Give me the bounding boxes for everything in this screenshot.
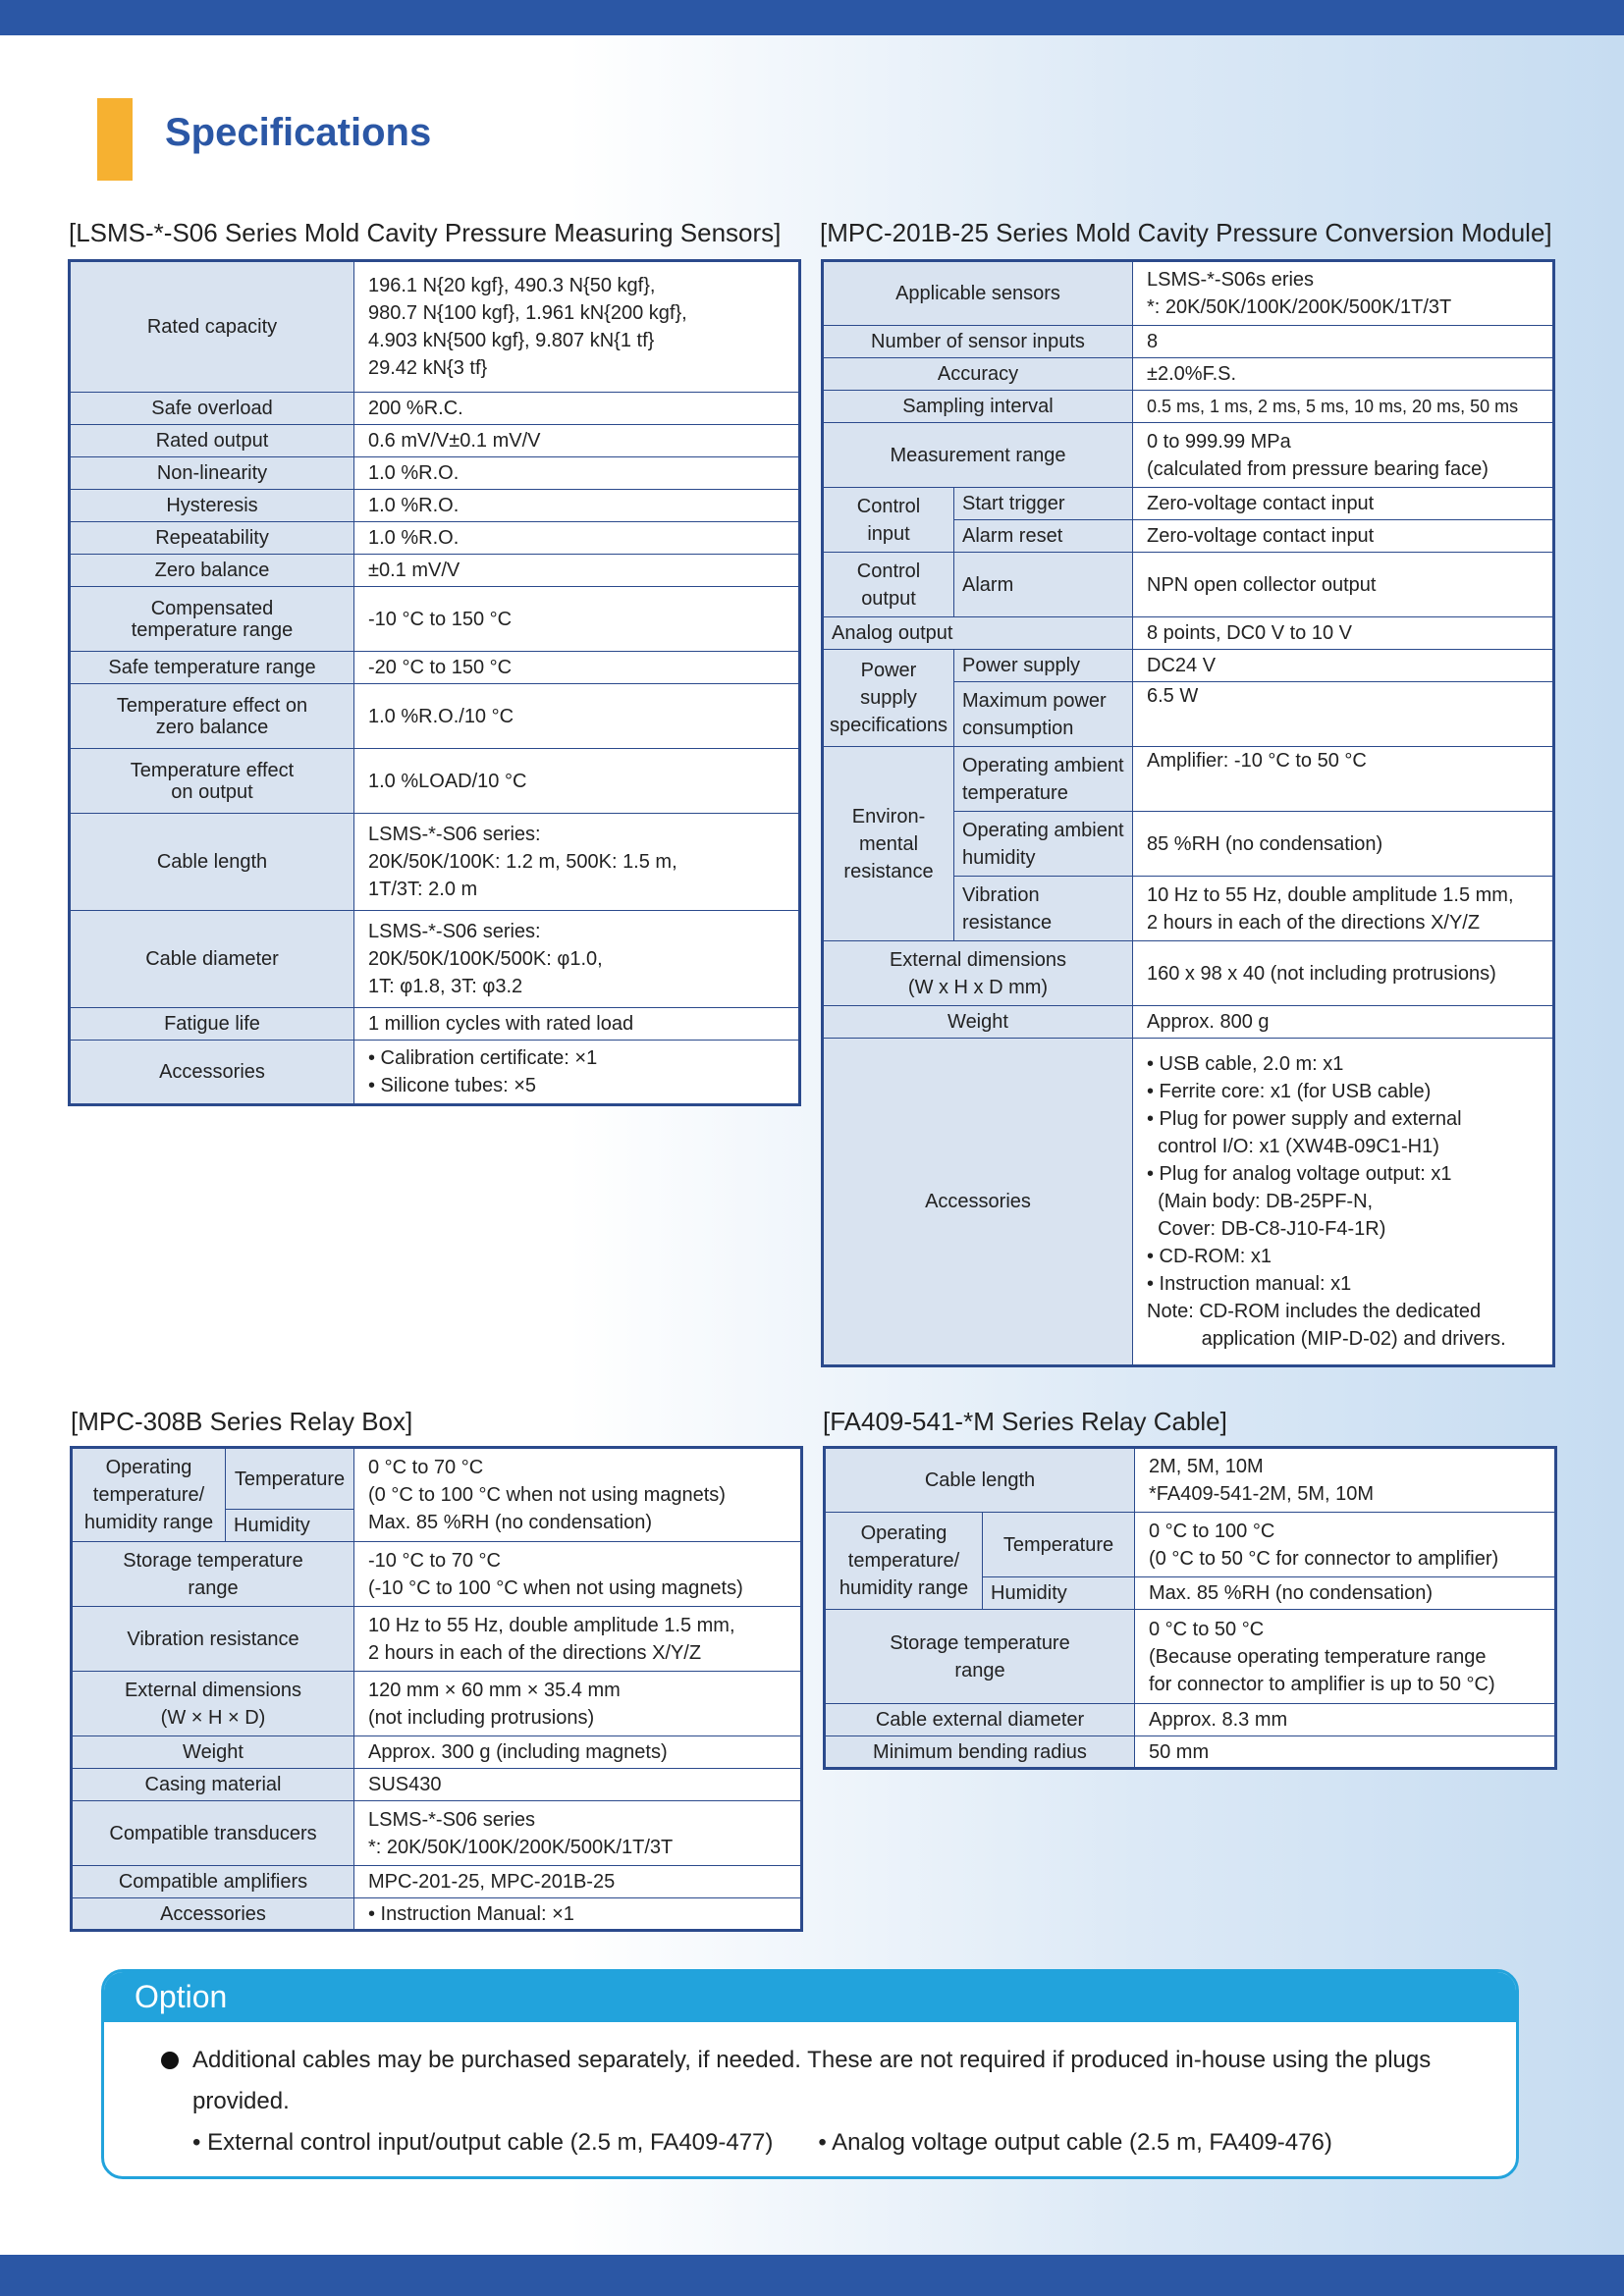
spec-value: • USB cable, 2.0 m: x1 • Ferrite core: x1 (for USB cable) • Plug for power supply and external control I/O: x1 (XW4B-09C1-H1) • Plug for analog voltage output: x1 (Main body: DB-25PF-N, Cover: DB-C8-J10-F4-1R) • CD-ROM: x1 • Instruction manual: x1 Note: CD-ROM includes the dedicated application (MIP-D-02) and drivers. <box>1133 1039 1554 1366</box>
spec-value: 1.0 %R.O. <box>354 522 800 555</box>
spec-value: 1.0 %R.O./10 °C <box>354 684 800 749</box>
table-row <box>823 617 1554 650</box>
spec-label: Sampling interval <box>823 391 1133 423</box>
spec-group-label: Operating temperature/ humidity range <box>825 1513 983 1610</box>
spec-group-label: Control output <box>823 553 954 617</box>
spec-label: Weight <box>72 1736 354 1769</box>
spec-value: LSMS-*-S06 series: 20K/50K/100K: 1.2 m, 500K: 1.5 m, 1T/3T: 2.0 m <box>354 814 800 911</box>
spec-value: Zero-voltage contact input <box>1133 488 1554 520</box>
spec-value: -10 °C to 150 °C <box>354 587 800 652</box>
table-row <box>70 684 800 749</box>
table-row <box>70 457 800 490</box>
table-row <box>72 1542 802 1607</box>
option-text: Additional cables may be purchased separately, if needed. These are not required if produced in-house using the plugs provided. <box>192 2047 1432 2114</box>
spec-label: Weight <box>823 1006 1133 1039</box>
spec-label: Temperature <box>226 1448 354 1510</box>
spec-value: Approx. 300 g (including magnets) <box>354 1736 802 1769</box>
spec-label: Alarm reset <box>954 520 1133 553</box>
spec-value: 196.1 N{20 kgf}, 490.3 N{50 kgf}, 980.7 N{100 kgf}, 1.961 kN{200 kgf}, 4.903 kN{500 kgf}, 9.807 kN{1 tf} 29.42 kN{3 tf} <box>354 261 800 393</box>
table-row <box>823 747 1554 812</box>
lsms-spec-table <box>68 259 801 1106</box>
table-row <box>72 1801 802 1866</box>
spec-value: Amplifier: -10 °C to 50 °C <box>1133 747 1554 812</box>
spec-value: Max. 85 %RH (no condensation) <box>1135 1577 1556 1610</box>
mpc201-spec-table <box>821 259 1555 1367</box>
spec-value: LSMS-*-S06 series *: 20K/50K/100K/200K/500K/1T/3T <box>354 1801 802 1866</box>
spec-label: Cable length <box>70 814 354 911</box>
table-row <box>70 587 800 652</box>
table-row <box>823 553 1554 617</box>
spec-label: Safe temperature range <box>70 652 354 684</box>
table-row <box>72 1898 802 1931</box>
table-row <box>823 326 1554 358</box>
table-row <box>823 391 1554 423</box>
spec-label: Compensated temperature range <box>70 587 354 652</box>
spec-value: -20 °C to 150 °C <box>354 652 800 684</box>
spec-label: Repeatability <box>70 522 354 555</box>
spec-value: MPC-201-25, MPC-201B-25 <box>354 1866 802 1898</box>
spec-value: 8 <box>1133 326 1554 358</box>
spec-label: Vibration resistance <box>72 1607 354 1672</box>
spec-value: 2M, 5M, 10M *FA409-541-2M, 5M, 10M <box>1135 1448 1556 1513</box>
table-row <box>70 814 800 911</box>
spec-value: DC24 V <box>1133 650 1554 682</box>
spec-group-label: Control input <box>823 488 954 553</box>
fa409-spec-table <box>823 1446 1557 1770</box>
spec-label: Alarm <box>954 553 1133 617</box>
spec-label: Temperature <box>983 1513 1135 1577</box>
option-item: • Analog voltage output cable (2.5 m, FA409-476) <box>818 2129 1332 2156</box>
spec-group-label: Power supply specifications <box>823 650 954 747</box>
spec-value: 10 Hz to 55 Hz, double amplitude 1.5 mm, 2 hours in each of the directions X/Y/Z <box>1133 877 1554 941</box>
table-row <box>72 1448 802 1510</box>
spec-value: -10 °C to 70 °C (-10 °C to 100 °C when not using magnets) <box>354 1542 802 1607</box>
spec-label: Temperature effect on output <box>70 749 354 814</box>
spec-label: Accessories <box>70 1041 354 1105</box>
spec-value: 10 Hz to 55 Hz, double amplitude 1.5 mm, 2 hours in each of the directions X/Y/Z <box>354 1607 802 1672</box>
top-bar <box>0 0 1624 35</box>
table-row <box>70 1008 800 1041</box>
spec-label: Humidity <box>983 1577 1135 1610</box>
spec-label: Accessories <box>72 1898 354 1931</box>
spec-value: 6.5 W <box>1133 682 1554 747</box>
spec-group-label: Environ- mental resistance <box>823 747 954 941</box>
spec-value: LSMS-*-S06 series: 20K/50K/100K/500K: φ1.0, 1T: φ1.8, 3T: φ3.2 <box>354 911 800 1008</box>
spec-label: Zero balance <box>70 555 354 587</box>
table-row <box>823 1039 1554 1366</box>
table-row <box>825 1448 1556 1513</box>
spec-value: 0 °C to 50 °C (Because operating temperature range for connector to amplifier is up to 50 °C) <box>1135 1610 1556 1704</box>
spec-label: Number of sensor inputs <box>823 326 1133 358</box>
table-row <box>825 1736 1556 1769</box>
spec-label: Fatigue life <box>70 1008 354 1041</box>
spec-label: Measurement range <box>823 423 1133 488</box>
spec-label: Accuracy <box>823 358 1133 391</box>
table-row <box>823 941 1554 1006</box>
mpc201-section-title: [MPC-201B-25 Series Mold Cavity Pressure Conversion Module] <box>820 218 1552 247</box>
spec-label: Minimum bending radius <box>825 1736 1135 1769</box>
spec-value: • Calibration certificate: ×1 • Silicone tubes: ×5 <box>354 1041 800 1105</box>
table-row <box>823 650 1554 682</box>
spec-label: Maximum power consumption <box>954 682 1133 747</box>
spec-value: NPN open collector output <box>1133 553 1554 617</box>
table-row <box>825 1513 1556 1577</box>
spec-label: Compatible amplifiers <box>72 1866 354 1898</box>
table-row <box>70 652 800 684</box>
spec-label: Compatible transducers <box>72 1801 354 1866</box>
table-row <box>70 522 800 555</box>
spec-value: 0.6 mV/V±0.1 mV/V <box>354 425 800 457</box>
spec-label: Applicable sensors <box>823 261 1133 326</box>
spec-value: SUS430 <box>354 1769 802 1801</box>
spec-value: 85 %RH (no condensation) <box>1133 812 1554 877</box>
spec-label: Cable diameter <box>70 911 354 1008</box>
spec-value: 0 to 999.99 MPa (calculated from pressure bearing face) <box>1133 423 1554 488</box>
mpc308-section-title: [MPC-308B Series Relay Box] <box>71 1407 413 1436</box>
table-row <box>70 261 800 393</box>
spec-value: 0.5 ms, 1 ms, 2 ms, 5 ms, 10 ms, 20 ms, 50 ms <box>1133 391 1554 423</box>
spec-value: • Instruction Manual: ×1 <box>354 1898 802 1931</box>
spec-value: 1.0 %R.O. <box>354 457 800 490</box>
spec-label: Operating ambient humidity <box>954 812 1133 877</box>
spec-label: Rated output <box>70 425 354 457</box>
spec-label: Temperature effect on zero balance <box>70 684 354 749</box>
table-row <box>825 1610 1556 1704</box>
table-row <box>70 1041 800 1105</box>
spec-label: Vibration resistance <box>954 877 1133 941</box>
lsms-section-title: [LSMS-*-S06 Series Mold Cavity Pressure Measuring Sensors] <box>69 218 782 247</box>
spec-label: Accessories <box>823 1039 1133 1366</box>
table-row <box>70 393 800 425</box>
table-row <box>823 1006 1554 1039</box>
table-row <box>70 490 800 522</box>
table-row <box>70 555 800 587</box>
spec-label: External dimensions (W x H x D mm) <box>823 941 1133 1006</box>
spec-value: Approx. 8.3 mm <box>1135 1704 1556 1736</box>
option-box <box>101 1969 1519 2179</box>
table-row <box>72 1736 802 1769</box>
spec-value: 50 mm <box>1135 1736 1556 1769</box>
spec-label: Power supply <box>954 650 1133 682</box>
table-row <box>823 488 1554 520</box>
option-items <box>192 2122 1332 2163</box>
table-row <box>70 749 800 814</box>
option-title: Option <box>104 1972 1516 2022</box>
spec-value: LSMS-*-S06s eries *: 20K/50K/100K/200K/500K/1T/3T <box>1133 261 1554 326</box>
spec-value: Zero-voltage contact input <box>1133 520 1554 553</box>
spec-label: Safe overload <box>70 393 354 425</box>
table-row <box>823 261 1554 326</box>
spec-value: 160 x 98 x 40 (not including protrusions) <box>1133 941 1554 1006</box>
spec-value: 0 °C to 70 °C (0 °C to 100 °C when not using magnets) Max. 85 %RH (no condensation) <box>354 1448 802 1542</box>
spec-label: Storage temperature range <box>825 1610 1135 1704</box>
table-row <box>70 911 800 1008</box>
spec-label: Operating ambient temperature <box>954 747 1133 812</box>
spec-label: Non-linearity <box>70 457 354 490</box>
mpc308-spec-table <box>70 1446 803 1932</box>
table-row <box>72 1607 802 1672</box>
table-row <box>823 358 1554 391</box>
bottom-bar <box>0 2255 1624 2296</box>
spec-value: 0 °C to 100 °C (0 °C to 50 °C for connector to amplifier) <box>1135 1513 1556 1577</box>
spec-label: Hysteresis <box>70 490 354 522</box>
table-row <box>72 1769 802 1801</box>
title-accent-bar <box>97 98 133 181</box>
spec-label: Analog output <box>823 617 1133 650</box>
table-row <box>70 425 800 457</box>
fa409-section-title: [FA409-541-*M Series Relay Cable] <box>823 1407 1227 1436</box>
spec-value: 1 million cycles with rated load <box>354 1008 800 1041</box>
spec-group-label: Operating temperature/ humidity range <box>72 1448 226 1542</box>
spec-value: Approx. 800 g <box>1133 1006 1554 1039</box>
table-row <box>823 423 1554 488</box>
spec-label: Start trigger <box>954 488 1133 520</box>
table-row <box>72 1866 802 1898</box>
spec-value: 120 mm × 60 mm × 35.4 mm (not including protrusions) <box>354 1672 802 1736</box>
spec-value: 200 %R.C. <box>354 393 800 425</box>
bullet-icon <box>161 2052 179 2069</box>
spec-label: Cable external diameter <box>825 1704 1135 1736</box>
spec-label: Storage temperature range <box>72 1542 354 1607</box>
table-row <box>825 1704 1556 1736</box>
spec-label: Rated capacity <box>70 261 354 393</box>
spec-value: 1.0 %R.O. <box>354 490 800 522</box>
spec-label: External dimensions (W × H × D) <box>72 1672 354 1736</box>
option-item: • External control input/output cable (2.5 m, FA409-477) <box>192 2129 774 2156</box>
spec-value: ±0.1 mV/V <box>354 555 800 587</box>
spec-value: ±2.0%F.S. <box>1133 358 1554 391</box>
spec-label: Casing material <box>72 1769 354 1801</box>
spec-label: Cable length <box>825 1448 1135 1513</box>
spec-value: 1.0 %LOAD/10 °C <box>354 749 800 814</box>
page-title: Specifications <box>165 111 432 154</box>
spec-label: Humidity <box>226 1510 354 1542</box>
spec-value: 8 points, DC0 V to 10 V <box>1133 617 1554 650</box>
table-row <box>72 1672 802 1736</box>
